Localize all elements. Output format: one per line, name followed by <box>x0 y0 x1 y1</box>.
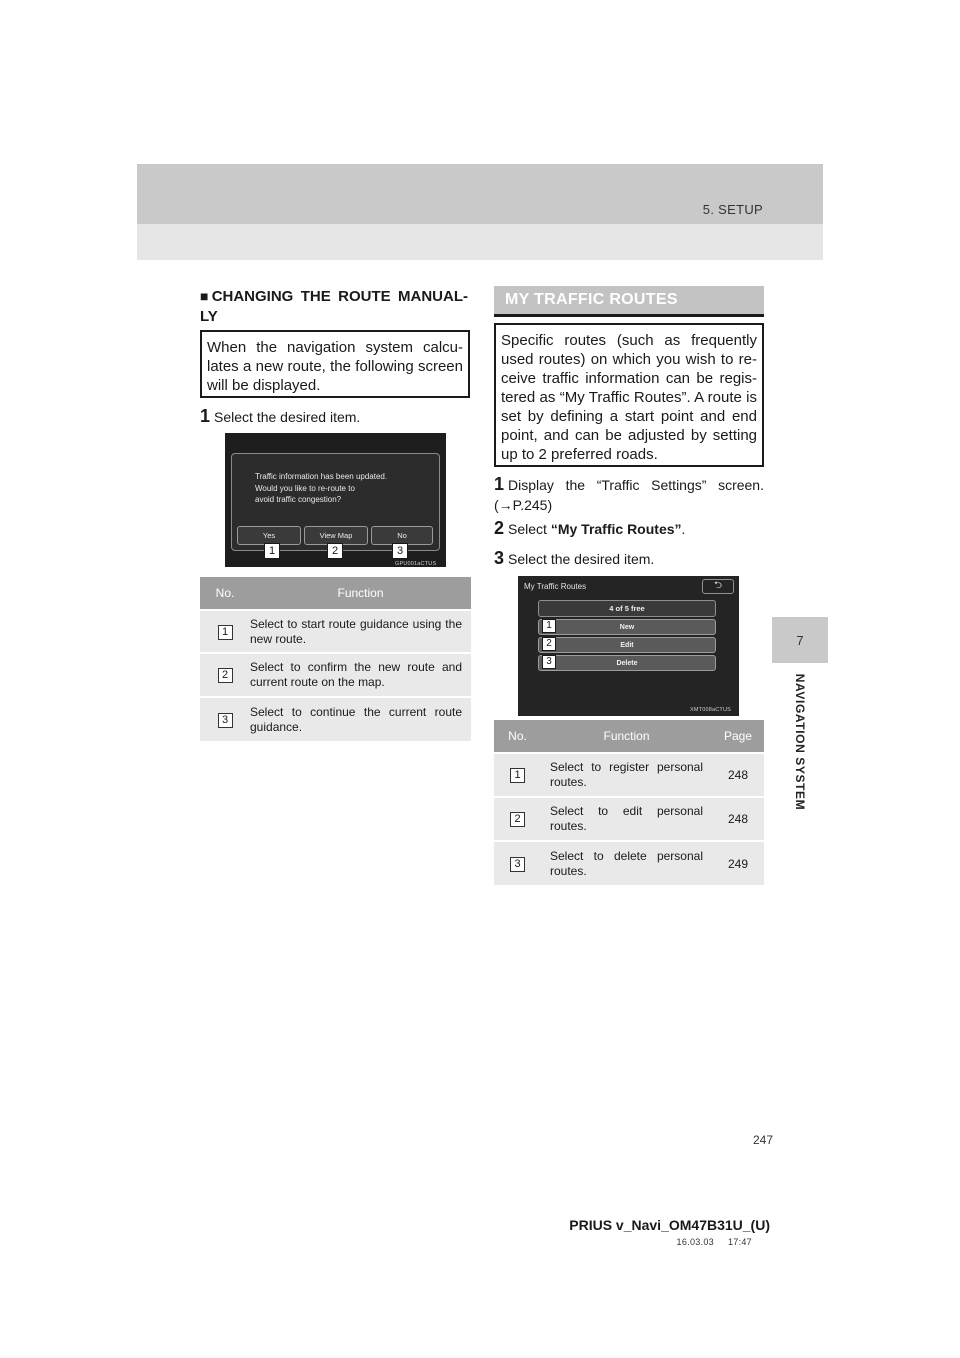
step-text: Select the desired item. <box>214 409 361 425</box>
row-function: Select to edit personal routes. <box>541 797 712 841</box>
row-function: Select to continue the current route guidance. <box>250 697 471 741</box>
my-traffic-routes-screen <box>518 576 739 716</box>
row-number: 2 <box>218 668 233 683</box>
row-number: 3 <box>218 713 233 728</box>
table-row <box>494 797 764 841</box>
table-row <box>200 697 471 741</box>
section-banner: MY TRAFFIC ROUTES <box>494 286 764 317</box>
print-timestamp: 16.03.03 17:47 <box>676 1237 752 1247</box>
callout-2: 2 <box>542 637 556 651</box>
page-number: 247 <box>752 1133 773 1147</box>
callout-3: 3 <box>542 655 556 669</box>
row-function: Select to delete personal routes. <box>541 841 712 885</box>
step-number: 3 <box>494 548 505 568</box>
free-count: 4 of 5 free <box>538 600 716 617</box>
row-number: 1 <box>218 625 233 640</box>
dialog-message: Traffic information has been updated. Would you like to re-route to avoid traffic congestion? <box>255 472 388 504</box>
col-function: Function <box>541 720 712 753</box>
section-title: 5. SETUP <box>702 202 763 217</box>
row-number: 3 <box>510 857 525 872</box>
col-no: No. <box>494 720 541 753</box>
step-number: 1 <box>200 406 211 426</box>
chapter-tab: 7 <box>772 617 828 663</box>
table-row <box>200 610 471 653</box>
section-heading <box>200 286 468 327</box>
callout-1: 1 <box>542 619 556 633</box>
yes-button[interactable]: Yes <box>237 526 301 545</box>
screen-title: My Traffic Routes <box>524 582 587 591</box>
new-button[interactable]: New <box>538 619 716 635</box>
image-code: XMT008aCTUS <box>690 707 732 713</box>
row-page: 248 <box>712 797 764 841</box>
chapter-label <box>772 672 828 812</box>
back-icon[interactable]: ⮌ <box>702 579 734 594</box>
step-1 <box>200 406 360 427</box>
row-page: 248 <box>712 753 764 797</box>
intro-box-right: Specific routes (such as frequently used routes) on which you wish to re-ceive traffic information can be regis-tered as “My Traffic Routes”. A route is set by defining a start point and end point, and can be adjusted by setting up to 2 preferred roads. <box>494 323 764 467</box>
col-no: No. <box>200 577 250 610</box>
edit-button[interactable]: Edit <box>538 637 716 653</box>
step-1-right <box>494 474 764 515</box>
step-emphasis: “My Traffic Routes” <box>550 521 682 537</box>
function-table-right <box>494 720 764 885</box>
heading-square-icon: ■ <box>200 288 212 304</box>
row-function: Select to register personal routes. <box>541 753 712 797</box>
row-number: 1 <box>510 768 525 783</box>
no-button[interactable]: No <box>371 526 433 545</box>
chapter-label-text: NAVIGATION SYSTEM <box>793 673 807 811</box>
table-header-row <box>200 577 471 610</box>
callout-3: 3 <box>392 543 408 559</box>
step-text: Display the “Traffic Settings” screen. (→P.245) <box>494 477 764 513</box>
step-2-right: 2 Select “My Traffic Routes”. <box>494 518 686 538</box>
row-page: 249 <box>712 841 764 885</box>
table-row <box>200 653 471 697</box>
step-number: 1 <box>494 474 505 494</box>
row-function: Select to start route guidance using the new route. <box>250 610 471 653</box>
step-number: 2 <box>494 518 505 538</box>
col-function: Function <box>250 577 471 610</box>
reroute-screen <box>225 433 446 567</box>
table-header-row <box>494 720 764 753</box>
view-map-button[interactable]: View Map <box>304 526 368 545</box>
delete-button[interactable]: Delete <box>538 655 716 671</box>
row-number: 2 <box>510 812 525 827</box>
row-function: Select to confirm the new route and current route on the map. <box>250 653 471 697</box>
heading-text: CHANGING THE ROUTE MANUAL-LY <box>200 288 468 325</box>
header-subband <box>137 224 823 260</box>
function-table-left <box>200 577 471 741</box>
table-row <box>494 753 764 797</box>
col-page: Page <box>712 720 764 753</box>
document-id: PRIUS v_Navi_OM47B31U_(U) <box>569 1217 770 1233</box>
step-text: Select the desired item. <box>508 551 655 567</box>
callout-1: 1 <box>264 543 280 559</box>
callout-2: 2 <box>327 543 343 559</box>
step-3-right <box>494 548 654 569</box>
image-code: GPU001aCTUS <box>395 561 437 567</box>
intro-box: When the navigation system calcu-lates a new route, the following screen will be displayed. <box>200 330 470 398</box>
table-row <box>494 841 764 885</box>
